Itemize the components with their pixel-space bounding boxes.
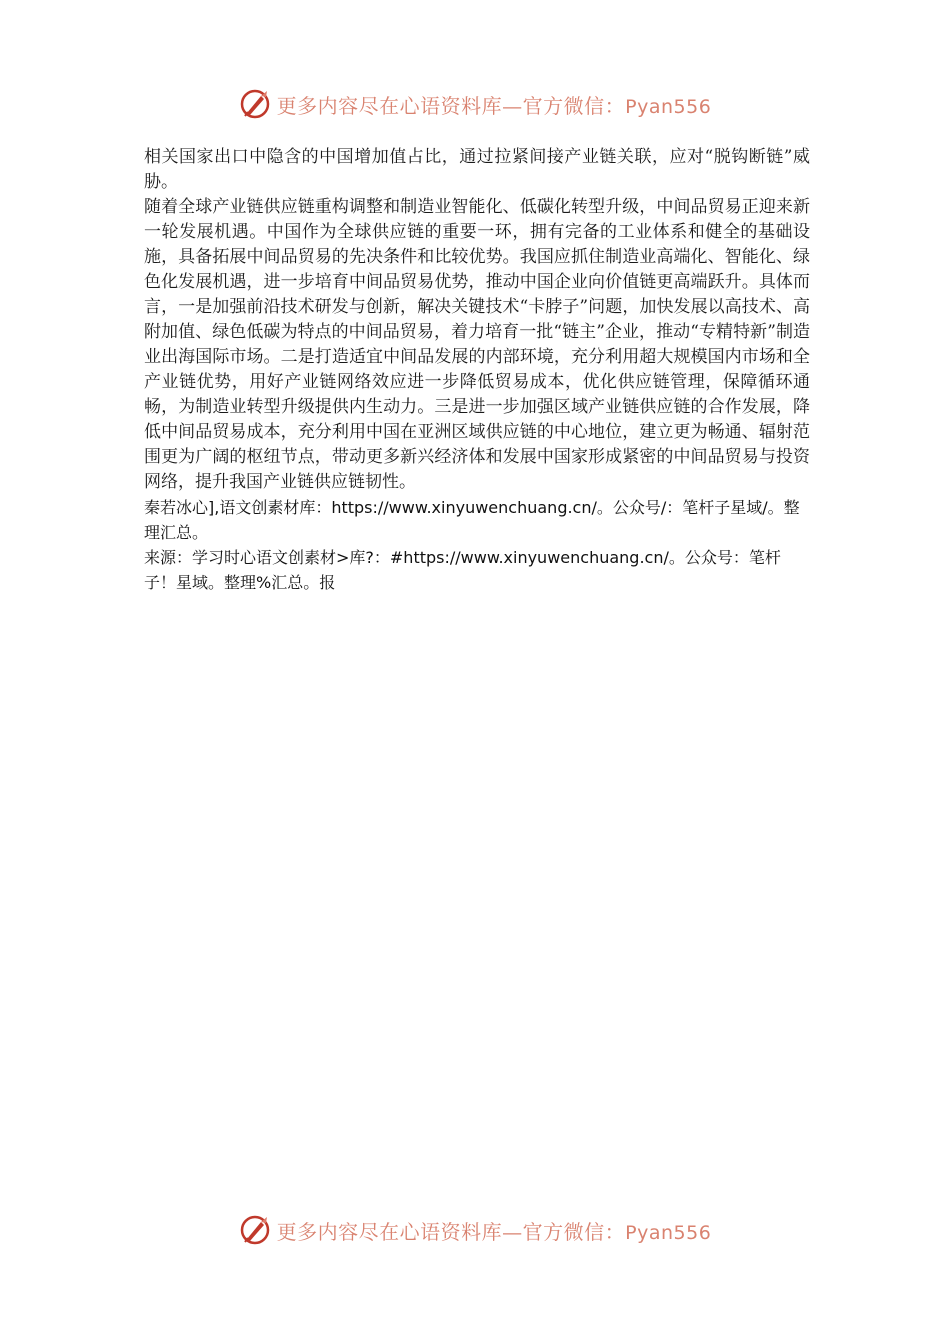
header-banner-main: 更多内容尽在心语资料库—官方微信：: [276, 93, 626, 118]
source-note-2: 来源：学习时心语文创素材>库?：#https://www.xinyuwenchuang.cn/。公众号：笔杆子！星域。整理%汇总。报: [144, 548, 781, 592]
footer-banner: [0, 1210, 950, 1250]
header-banner: [0, 84, 950, 124]
header-wechat-handle: Pyan556: [625, 95, 712, 118]
footer-wechat-handle: Pyan556: [625, 1221, 712, 1244]
footer-banner-main: 更多内容尽在心语资料库—官方微信：: [276, 1219, 626, 1244]
quill-pen-logo-icon: [239, 88, 271, 120]
paragraph-intro: 相关国家出口中隐含的中国增加值占比，通过拉紧间接产业链关联，应对“脱钩断链”威胁。: [144, 147, 810, 192]
source-note-1: 秦若冰心],语文创素材库：https://www.xinyuwenchuang.cn/。公众号/：笔杆子星域/。整理汇总。: [144, 498, 800, 542]
document-body: [144, 145, 810, 595]
footer-banner-text: [277, 1216, 712, 1245]
header-banner-text: [277, 90, 712, 119]
quill-pen-logo-icon: [239, 1214, 271, 1246]
paragraph-main: 随着全球产业链供应链重构调整和制造业智能化、低碳化转型升级，中间品贸易正迎来新一轮发展机遇。中国作为全球供应链的重要一环，拥有完备的工业体系和健全的基础设施，具备拓展中间品贸易的先决条件和比较优势。我国应抓住制造业高端化、智能化、绿色化发展机遇，进一步培育中间品贸易优势，推动中国企业向价值链更高端跃升。具体而言，一是加强前沿技术研发与创新，解决关键技术“卡脖子”问题，加快发展以高技术、高附加值、绿色低碳为特点的中间品贸易，着力培育一批“链主”企业，推动“专精特新”制造业出海国际市场。二是打造适宜中间品发展的内部环境，充分利用超大规模国内市场和全产业链优势，用好产业链网络效应进一步降低贸易成本，优化供应链管理，保障循环通畅，为制造业转型升级提供内生动力。三是进一步加强区域产业链供应链的合作发展，降低中间品贸易成本，充分利用中国在亚洲区域供应链的中心地位，建立更为畅通、辐射范围更为广阔的枢纽节点，带动更多新兴经济体和发展中国家形成紧密的中间品贸易与投资网络，提升我国产业链供应链韧性。: [144, 197, 810, 492]
